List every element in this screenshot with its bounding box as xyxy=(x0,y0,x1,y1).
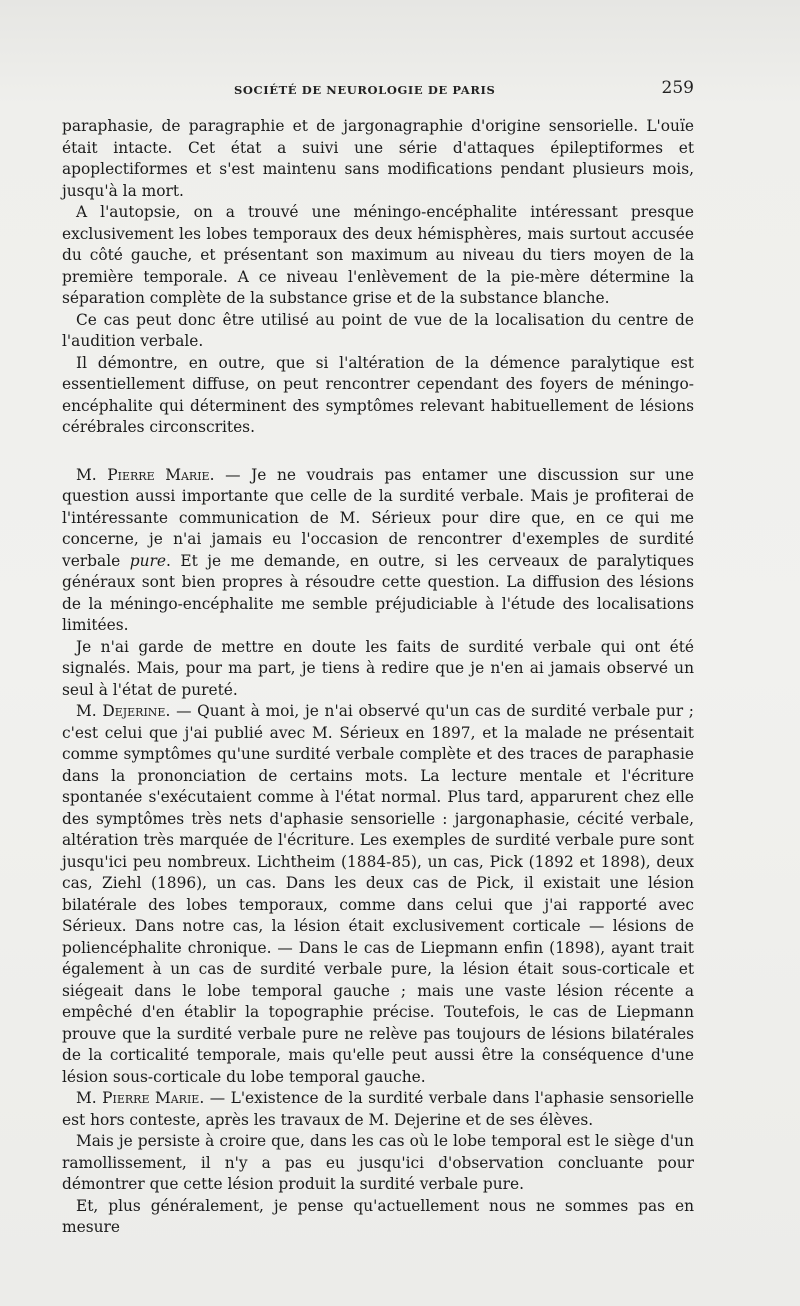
speaker-name: M. Dejerine. xyxy=(76,702,171,720)
page-number: 259 xyxy=(661,78,694,98)
paragraph: Mais je persiste à croire que, dans les cas où le lobe temporal est le siège d'un ramollissement, il n'y a pas eu jusqu'ici d'observation concluante pour démontrer que cette lésion produit la surdité verbale pure. xyxy=(62,1132,694,1193)
section-gap xyxy=(62,439,694,465)
page-header xyxy=(62,78,694,102)
paragraph: Ce cas peut donc être utilisé au point de vue de la localisation du centre de l'audition verbale. xyxy=(62,310,694,350)
italic-word: pure xyxy=(129,551,166,570)
paragraph: A l'autopsie, on a trouvé une méningo-encéphalite intéressant presque exclusivement les lobes temporaux des deux hémisphères, mais surtout accusée du côté gauche, et présentant son maximum au niveau du tiers moyen de la première temporale. A ce niveau l'enlèvement de la pie-mère détermine la séparation complète de la substance grise et de la substance blanche. xyxy=(62,203,694,307)
paragraph: Il démontre, en outre, que si l'altération de la démence paralytique est essentiellement diffuse, on peut rencontrer cependant des foyers de méningo-encéphalite qui déterminent des symptômes relevant habituellement de lésions cérébrales circonscrites. xyxy=(62,353,694,436)
paragraph: Je n'ai garde de mettre en doute les faits de surdité verbale qui ont été signalés. Mais, pour ma part, je tiens à redire que je n'en ai jamais observé un seul à l'état de pureté. xyxy=(62,637,694,699)
paragraph-speaker: M. Dejerine. — Quant à moi, je n'ai observé qu'un cas de surdité verbale pur ; c'est celui que j'ai publié avec M. Sérieux en 1897, et la malade ne présentait comme symptômes qu'une surdité verbale complète et des traces de paraphasie dans la prononciation de certains mots. La lecture mentale et l'écriture spontanée s'exécutaient comme à l'état normal. Plus tard, apparurent chez elle des symptômes très nets d'aphasie sensorielle : jargonaphasie, cécité verbale, altération très marquée de l'écriture. Les exemples de surdité verbale pure sont jusqu'ici peu nombreux. Lichtheim (1884-85), un cas, Pick (1892 et 1898), deux cas, Ziehl (1896), un cas. Dans les deux cas de Pick, il existait une lésion bilatérale des lobes temporaux, comme dans celui que j'ai rapporté avec Sérieux. Dans notre cas, la lésion était exclusivement corticale — lésions de poliencéphalite chronique. — Dans le cas de Liepmann enfin (1898), ayant trait également à un cas de surdité verbale pure, la lésion était sous-corticale et siégeait dans le lobe temporal gauche ; mais une vaste lésion récente a empêché d'en établir la topographie précise. Toutefois, le cas de Liepmann prouve que la surdité verbale pure ne relève pas toujours de lésions bilatérales de la corticalité temporale, mais qu'elle peut aussi être la conséquence d'une lésion sous-corticale du lobe temporal gauche. xyxy=(62,702,694,1086)
body-text xyxy=(62,116,694,1239)
running-title: SOCIÉTÉ DE NEUROLOGIE DE PARIS xyxy=(234,83,496,97)
paragraph: Et, plus généralement, je pense qu'actuellement nous ne sommes pas en mesure xyxy=(62,1196,694,1236)
speaker-name: M. Pierre Marie. xyxy=(76,465,215,484)
paragraph: paraphasie, de paragraphie et de jargonagraphie d'origine sensorielle. L'ouïe était intacte. Cet état a suivi une série d'attaques épileptiformes et apoplectiformes et s'est maintenu sans modifications pendant plusieurs mois, jusqu'à la mort. xyxy=(62,117,694,200)
paragraph-speaker: M. Pierre Marie. — L'existence de la surdité verbale dans l'aphasie sensorielle est hors conteste, après les travaux de M. Dejerine et de ses élèves. xyxy=(62,1089,694,1129)
paragraph-speaker: M. Pierre Marie. — Je ne voudrais pas entamer une discussion sur une question aussi importante que celle de la surdité verbale. Mais je profiterai de l'intéressante communication de M. Sérieux pour dire que, en ce qui me concerne, je n'ai jamais eu l'occasion de rencontrer d'exemples de surdité verbale pure. Et je me demande, en outre, si les cerveaux de paralytiques généraux sont bien propres à résoudre cette question. La diffusion des lésions de la méningo-encéphalite me semble préjudiciable à l'étude des localisations limitées. xyxy=(62,465,694,634)
speaker-name: M. Pierre Marie. xyxy=(76,1089,205,1107)
